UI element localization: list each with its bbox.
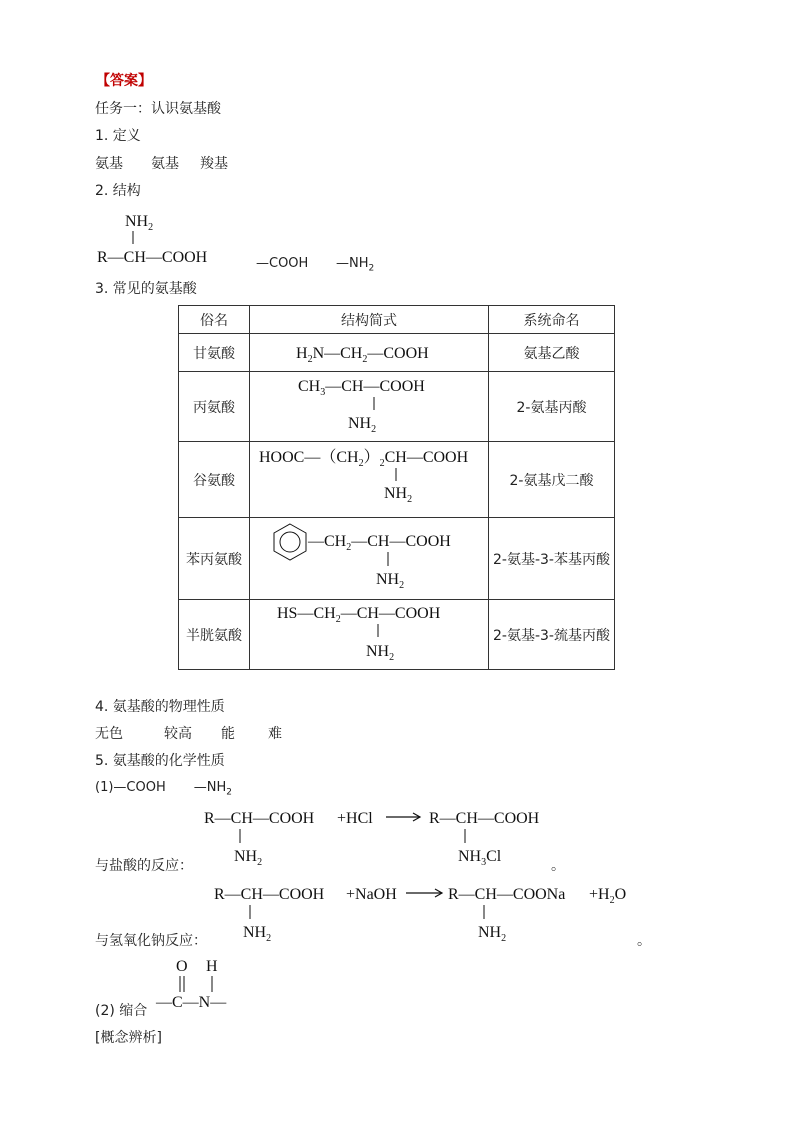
blank-answer: 较高: [164, 726, 192, 742]
period: 。: [637, 933, 651, 949]
formula-text: $NH_2$: [234, 848, 263, 868]
header-common-name: 俗名: [179, 306, 250, 334]
blank-answer: 羧基: [200, 156, 228, 172]
cell-common-name: 丙氨酸: [179, 372, 250, 442]
concept-analysis-title: [概念辨析]: [95, 1030, 162, 1046]
blank-answer: 无色: [95, 726, 123, 742]
table-row: [179, 442, 615, 518]
glycine-formula: [250, 334, 488, 372]
naoh-reaction-label: 与氢氧化钠反应：: [95, 933, 207, 949]
formula-text: $NH_2$: [125, 213, 154, 233]
cell-common-name: 半胱氨酸: [179, 600, 250, 670]
cell-structure: [250, 442, 489, 518]
formula-text: R—CH—COOH: [97, 249, 208, 266]
amino-acid-table: [178, 305, 615, 670]
formula-text: $NH_2$: [243, 924, 272, 944]
table-row: [179, 518, 615, 600]
part2-label: (2) 缩合: [95, 1003, 148, 1019]
formula-text: $HS—CH_2—CH—COOH$: [277, 605, 441, 625]
cysteine-formula: [250, 600, 488, 670]
table-row: [179, 372, 615, 442]
header-system-name: 系统命名: [489, 306, 615, 334]
glutamic-acid-formula: [250, 442, 488, 518]
formula-text: R—CH—COOH: [214, 886, 325, 903]
formula-text: $NH_2$: [366, 643, 395, 663]
hcl-reaction-label: 与盐酸的反应：: [95, 858, 193, 874]
cell-structure: [250, 600, 489, 670]
table-row: [179, 334, 615, 372]
cell-common-name: 甘氨酸: [179, 334, 250, 372]
part1-groups: (1)—COOH $—NH_2$: [95, 780, 232, 798]
naoh-reaction-equation: [210, 879, 650, 944]
formula-text: O: [176, 958, 188, 975]
cell-structure: [250, 518, 489, 600]
formula-text: $NH_2$: [478, 924, 507, 944]
reagent-text: +NaOH: [346, 886, 397, 903]
blank-answer: 氨基: [151, 156, 179, 172]
formula-text: R—CH—COOH: [204, 810, 315, 827]
task1-title: 任务一：认识氨基酸: [95, 101, 221, 117]
answer-header: 【答案】: [96, 73, 152, 89]
cell-system-name: 2-氨基-3-巯基丙酸: [489, 600, 615, 670]
formula-text: $NH_2$: [384, 485, 413, 505]
formula-text: R—CH—COOH: [429, 810, 540, 827]
group-amino: $—NH_2$: [336, 256, 375, 274]
section4-title: 4. 氨基酸的物理性质: [95, 699, 225, 715]
cell-system-name: 氨基乙酸: [489, 334, 615, 372]
formula-text: $NH_2$: [348, 415, 377, 435]
header-structure: 结构简式: [250, 306, 489, 334]
benzene-ring-icon: [274, 524, 306, 560]
formula-text: $—CH_2—CH—COOH$: [308, 533, 451, 553]
section3-title: 3. 常见的氨基酸: [95, 281, 197, 297]
reagent-text: +HCl: [337, 810, 373, 827]
alanine-formula: [250, 372, 488, 442]
cell-system-name: 2-氨基-3-苯基丙酸: [489, 518, 615, 600]
formula-text: $HOOC—(CH_2)_2CH—COOH$: [259, 449, 469, 469]
hcl-reaction-equation: [200, 803, 600, 868]
cell-structure: [250, 372, 489, 442]
formula-text: —C—N—: [156, 994, 227, 1011]
formula-text: $H_2N—CH_2—COOH$: [296, 345, 429, 365]
formula-text: H: [206, 958, 218, 975]
formula-text: $NH_2$: [376, 571, 405, 591]
phenylalanine-formula: [250, 518, 488, 600]
formula-text: R—CH—COONa: [448, 886, 566, 903]
formula-text: $CH_3—CH—COOH$: [298, 378, 425, 398]
cell-structure: [250, 334, 489, 372]
cell-common-name: 苯丙氨酸: [179, 518, 250, 600]
section5-title: 5. 氨基酸的化学性质: [95, 753, 225, 769]
peptide-bond-structure: [155, 955, 275, 1015]
cell-common-name: 谷氨酸: [179, 442, 250, 518]
blank-answer: 能: [221, 726, 235, 742]
table-row: [179, 600, 615, 670]
cell-system-name: 2-氨基丙酸: [489, 372, 615, 442]
cell-system-name: 2-氨基戊二酸: [489, 442, 615, 518]
aromatic-circle: [280, 532, 300, 552]
table-header-row: [179, 306, 615, 334]
blank-answer: 难: [268, 726, 282, 742]
period: 。: [551, 858, 565, 874]
blank-answer: 氨基: [95, 156, 123, 172]
section1-title: 1. 定义: [95, 128, 141, 144]
section2-title: 2. 结构: [95, 183, 141, 199]
formula-text: $+H_2O$: [589, 886, 627, 906]
formula-text: $NH_3Cl$: [458, 848, 502, 868]
group-carboxyl: —COOH: [256, 256, 309, 271]
